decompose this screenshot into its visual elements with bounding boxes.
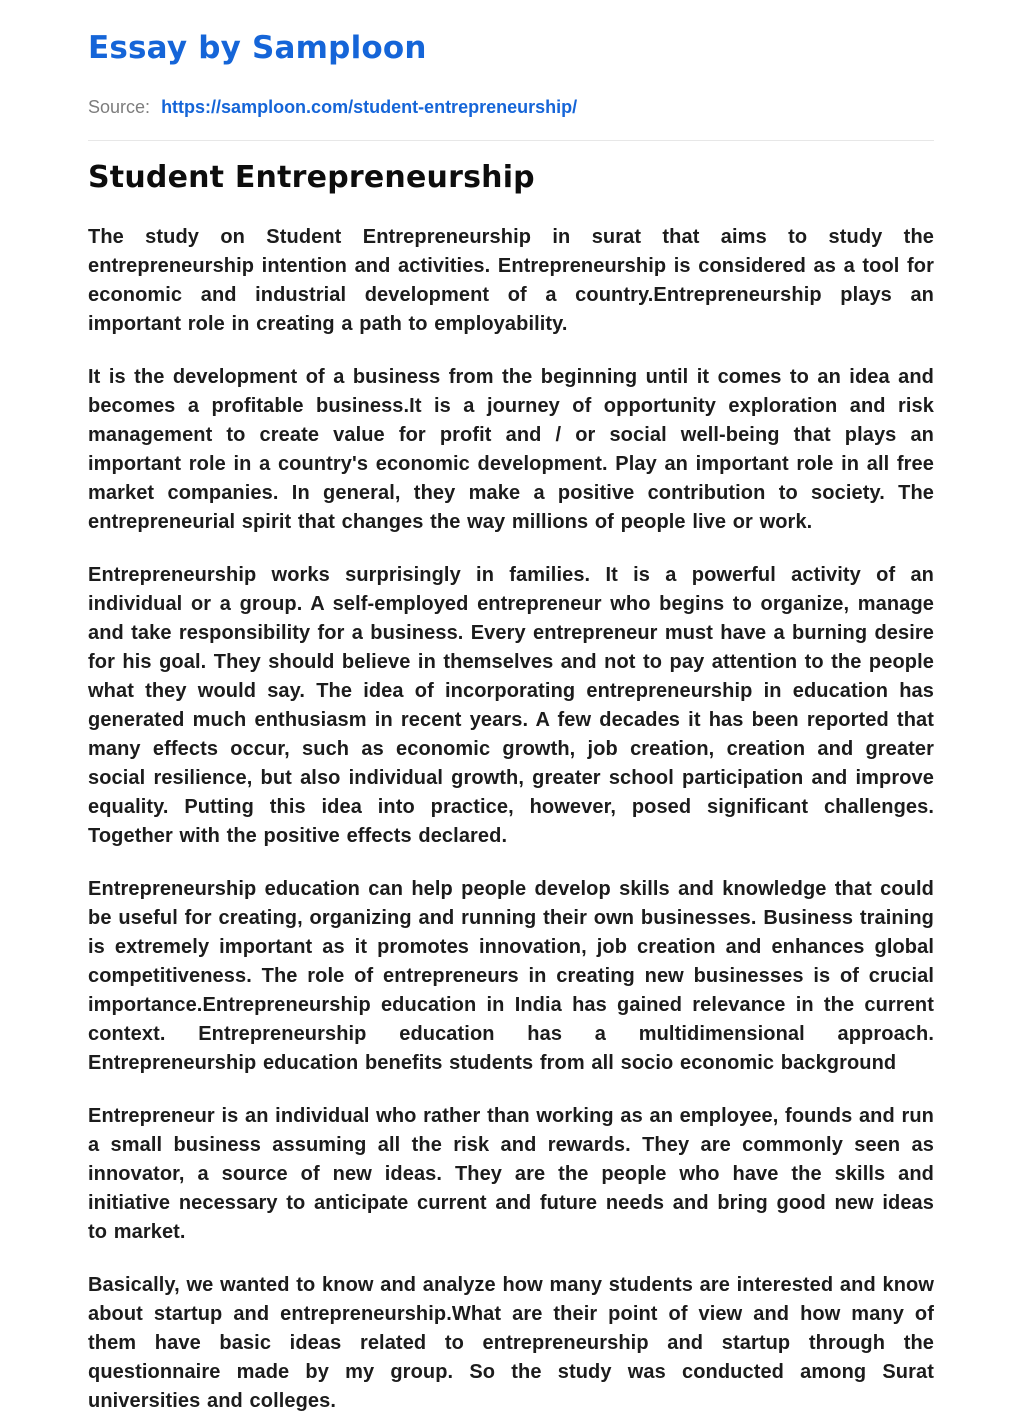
essay-paragraph-4: Entrepreneurship education can help people develop skills and knowledge that could be useful for creating, organizing and running their own businesses. Business training is extremely important as it promotes innovation, job creation and enhances global competitiveness. The role of entrepreneurs in creating new businesses is of crucial importance.Entrepreneurship education in India has gained relevance in the current context. Entrepreneurship education has a multidimensional approach. Entrepreneurship education benefits students from all socio economic background (88, 878, 934, 1074)
essay-paragraph-1: The study on Student Entrepreneurship in surat that aims to study the entrepreneurship intention and activities. Entrepreneurship is considered as a tool for economic and industrial development of a country.Entrepreneurship plays an important role in creating a path to employability. (88, 226, 934, 335)
source-label: Source: (88, 97, 151, 117)
essay-paragraph-3: Entrepreneurship works surprisingly in families. It is a powerful activity of an individual or a group. A self-employed entrepreneur who begins to organize, manage and take responsibility for a business. Every entrepreneur must have a burning desire for his goal. They should believe in themselves and not to pay attention to the people what they would say. The idea of incorporating entrepreneurship in education has generated much enthusiasm in recent years. A few decades it has been reported that many effects occur, such as economic growth, job creation, creation and greater social resilience, but also individual growth, greater school participation and improve equality. Putting this idea into practice, however, posed significant challenges. Together with the positive effects declared. (88, 564, 934, 847)
essay-paragraph-5: Entrepreneur is an individual who rather than working as an employee, founds and run a small business assuming all the risk and rewards. They are commonly seen as innovator, a source of new ideas. They are the people who have the skills and initiative necessary to anticipate current and future needs and bring good new ideas to market. (88, 1105, 934, 1243)
source-link[interactable]: https://samploon.com/student-entrepreneurship/ (161, 97, 578, 117)
essay-title: Student Entrepreneurship (88, 160, 535, 195)
essay-paragraph-6: Basically, we wanted to know and analyze how many students are interested and know about startup and entrepreneurship.What are their point of view and how many of them have basic ideas related to entrepreneurship and startup through the questionnaire made by my group. So the study was conducted among Surat universities and colleges. (88, 1274, 934, 1412)
source-line (88, 95, 934, 119)
divider (88, 140, 934, 141)
essay-paragraph-2: It is the development of a business from the beginning until it comes to an idea and becomes a profitable business.It is a journey of opportunity exploration and risk management to create value for profit and / or social well-being that plays an important role in a country's economic development. Play an important role in all free market companies. In general, they make a positive contribution to society. The entrepreneurial spirit that changes the way millions of people live or work. (88, 366, 934, 533)
brand-heading: Essay by Samploon (88, 30, 427, 66)
